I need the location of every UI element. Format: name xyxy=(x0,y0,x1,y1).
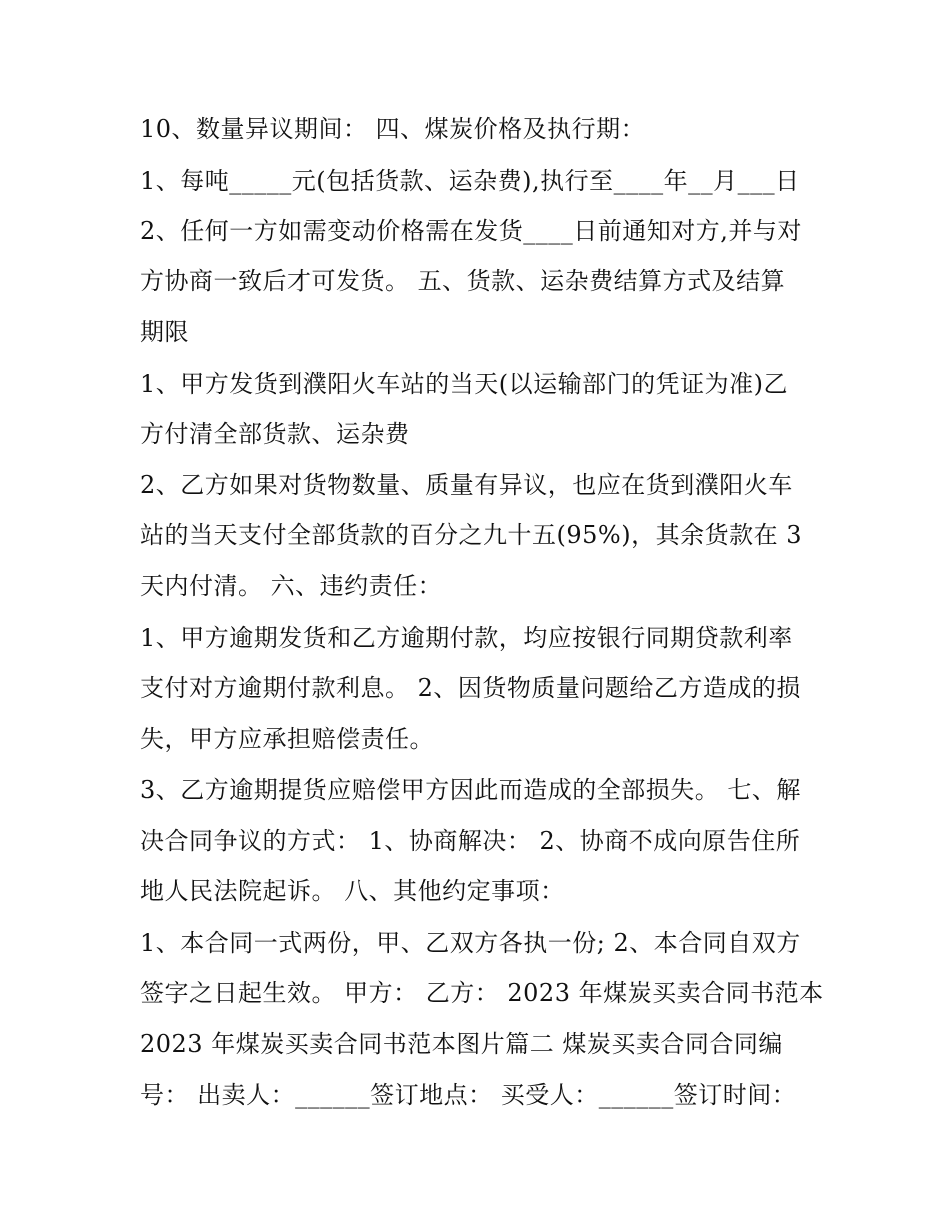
text-line: 天内付清。 六、违约责任： xyxy=(140,572,443,600)
text-line: 方协商一致后才可发货。 五、货款、运杂费结算方式及结算 xyxy=(140,267,786,295)
text-line: 2023 年煤炭买卖合同书范本图片篇二 煤炭买卖合同合同编 xyxy=(140,1030,783,1058)
text-line: 1、甲方逾期发货和乙方逾期付款，均应按银行同期贷款利率 xyxy=(140,624,793,652)
text-line: 1、本合同一式两份，甲、乙双方各执一份; 2、本合同自双方 xyxy=(140,929,801,957)
text-line: 期限 xyxy=(140,318,189,346)
text-line: 10、数量异议期间： 四、煤炭价格及执行期： xyxy=(140,115,646,143)
text-line: 支付对方逾期付款利息。 2、因货物质量问题给乙方造成的损 xyxy=(140,674,801,702)
text-line: 2、乙方如果对货物数量、质量有异议，也应在货到濮阳火车 xyxy=(140,471,793,499)
text-line: 3、乙方逾期提货应赔偿甲方因此而造成的全部损失。 七、解 xyxy=(140,776,801,804)
text-line: 失，甲方应承担赔偿责任。 xyxy=(140,725,434,753)
text-line: 签字之日起生效。 甲方： 乙方： 2023 年煤炭买卖合同书范本 xyxy=(140,979,824,1007)
text-line: 1、每吨_____元(包括货款、运杂费),执行至____年__月___日 xyxy=(140,167,800,195)
text-line: 决合同争议的方式： 1、协商解决： 2、协商不成向原告住所 xyxy=(140,827,801,855)
text-line: 号： 出卖人：______签订地点： 买受人：______签订时间： xyxy=(140,1081,797,1109)
text-line: 站的当天支付全部货款的百分之九十五(95%)，其余货款在 3 xyxy=(140,521,802,549)
text-line: 1、甲方发货到濮阳火车站的当天(以运输部门的凭证为准)乙 xyxy=(140,370,788,398)
text-line: 2、任何一方如需变动价格需在发货____日前通知对方,并与对 xyxy=(140,217,802,245)
text-line: 地人民法院起诉。 八、其他约定事项： xyxy=(140,877,565,905)
text-line: 方付清全部货款、运杂费 xyxy=(140,420,410,448)
